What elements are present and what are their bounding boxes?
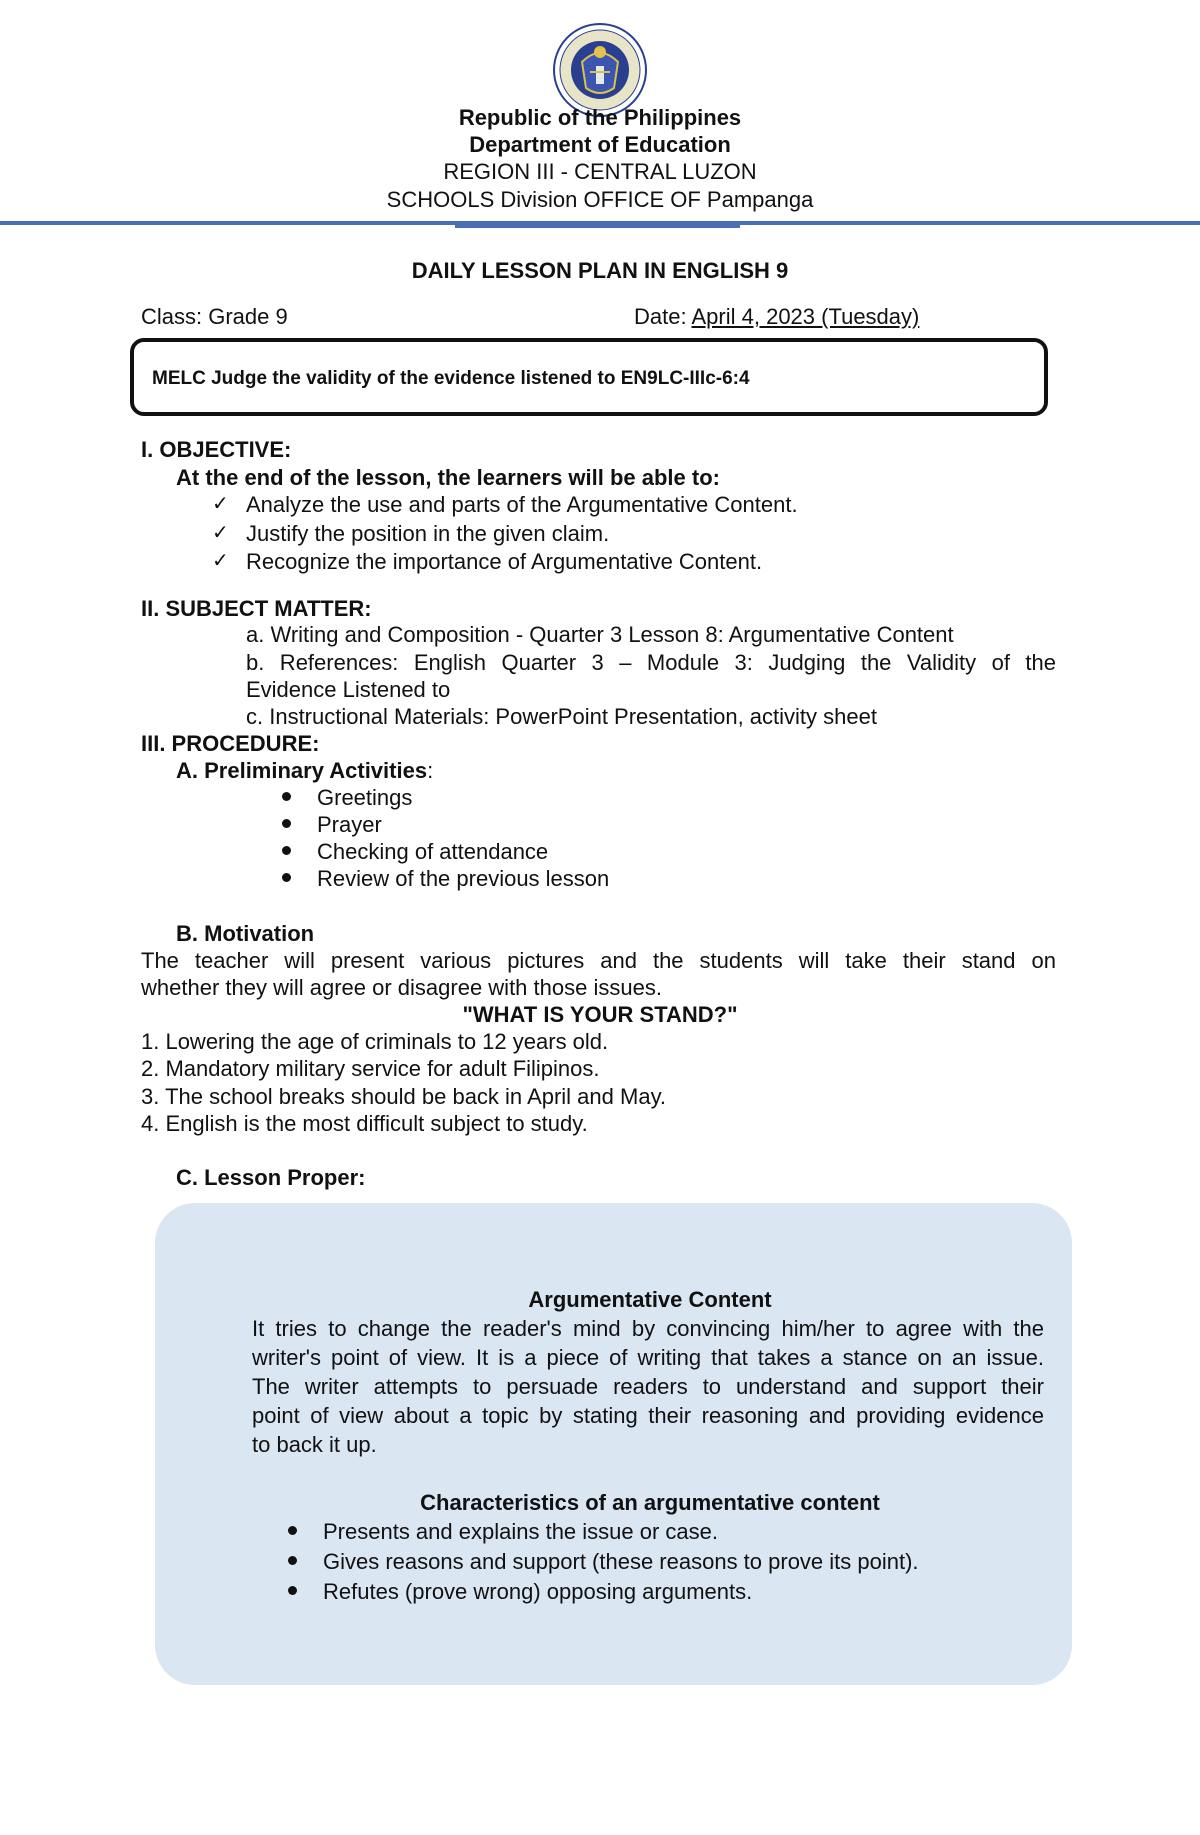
check-icon: ✓ [212, 493, 229, 515]
objective-heading: I. OBJECTIVE: [141, 437, 292, 462]
preliminary-item: Greetings [317, 785, 413, 810]
objective-intro: At the end of the lesson, the learners will be able to: [176, 465, 720, 490]
argumentative-body-line: to back it up. [252, 1432, 377, 1457]
bullet-icon [288, 1526, 297, 1535]
bullet-icon [282, 873, 291, 882]
stand-item: 1. Lowering the age of criminals to 12 years old. [141, 1029, 609, 1054]
argumentative-title: Argumentative Content [528, 1287, 772, 1312]
subject-matter-b-line2: Evidence Listened to [246, 677, 451, 702]
characteristic-item: Refutes (prove wrong) opposing arguments. [323, 1579, 753, 1604]
motivation-heading: B. Motivation [176, 921, 315, 946]
objective-item: Analyze the use and parts of the Argumentative Content. [246, 492, 798, 517]
stand-item: 2. Mandatory military service for adult Filipinos. [141, 1056, 600, 1081]
subject-matter-b-line1: b. References: English Quarter 3 – Module 3: Judging the Validity of the [246, 650, 1056, 675]
republic-heading: Republic of the Philippines [458, 105, 742, 130]
date-value: April 4, 2023 (Tuesday) [691, 304, 920, 329]
lesson-plan-title: DAILY LESSON PLAN IN ENGLISH 9 [411, 258, 789, 283]
motivation-line1: The teacher will present various pictures and the students will take their stand on [141, 948, 1056, 973]
stand-title: "WHAT IS YOUR STAND?" [462, 1002, 738, 1027]
check-icon: ✓ [212, 522, 229, 544]
class-label: Class: Grade 9 [141, 304, 288, 329]
check-icon: ✓ [212, 550, 229, 572]
bullet-icon [282, 846, 291, 855]
subject-matter-c: c. Instructional Materials: PowerPoint Presentation, activity sheet [246, 704, 877, 729]
subject-matter-a: a. Writing and Composition - Quarter 3 Lesson 8: Argumentative Content [246, 622, 954, 647]
objective-item: Recognize the importance of Argumentative Content. [246, 549, 763, 574]
characteristic-item: Presents and explains the issue or case. [323, 1519, 719, 1544]
preliminary-heading [176, 757, 433, 784]
date-label: Date: [634, 304, 687, 329]
bullet-icon [288, 1586, 297, 1595]
argumentative-body-line: It tries to change the reader's mind by convincing him/her to agree with the [252, 1316, 1044, 1341]
preliminary-item: Checking of attendance [317, 839, 549, 864]
argumentative-body-line: The writer attempts to persuade readers to understand and support their [252, 1374, 1044, 1399]
lesson-proper-heading: C. Lesson Proper: [176, 1165, 366, 1190]
region-heading: REGION III - CENTRAL LUZON [443, 159, 757, 184]
date-field [634, 303, 919, 330]
melc-box [130, 338, 1048, 416]
melc-text: MELC Judge the validity of the evidence listened to EN9LC-IIIc-6:4 [152, 368, 750, 389]
bullet-icon [288, 1556, 297, 1565]
characteristics-title: Characteristics of an argumentative content [420, 1490, 880, 1515]
stand-item: 4. English is the most difficult subject to study. [141, 1111, 588, 1136]
preliminary-item: Prayer [317, 812, 382, 837]
procedure-heading: III. PROCEDURE: [141, 731, 320, 756]
preliminary-item: Review of the previous lesson [317, 866, 610, 891]
header-divider-accent [455, 225, 740, 228]
stand-item: 3. The school breaks should be back in April and May. [141, 1084, 667, 1109]
bullet-icon [282, 792, 291, 801]
objective-item: Justify the position in the given claim. [246, 521, 610, 546]
argumentative-body-line: writer's point of view. It is a piece of writing that takes a stance on an issue. [252, 1345, 1044, 1370]
argumentative-body-line: point of view about a topic by stating their reasoning and providing evidence [252, 1403, 1044, 1428]
subject-matter-heading: II. SUBJECT MATTER: [141, 596, 372, 621]
characteristic-item: Gives reasons and support (these reasons to prove its point). [323, 1549, 919, 1574]
bullet-icon [282, 819, 291, 828]
division-heading: SCHOOLS Division OFFICE OF Pampanga [386, 187, 814, 212]
preliminary-label: A. Preliminary Activities [176, 758, 428, 783]
preliminary-colon: : [427, 758, 434, 783]
motivation-line2: whether they will agree or disagree with those issues. [141, 975, 662, 1000]
department-heading: Department of Education [469, 132, 731, 157]
